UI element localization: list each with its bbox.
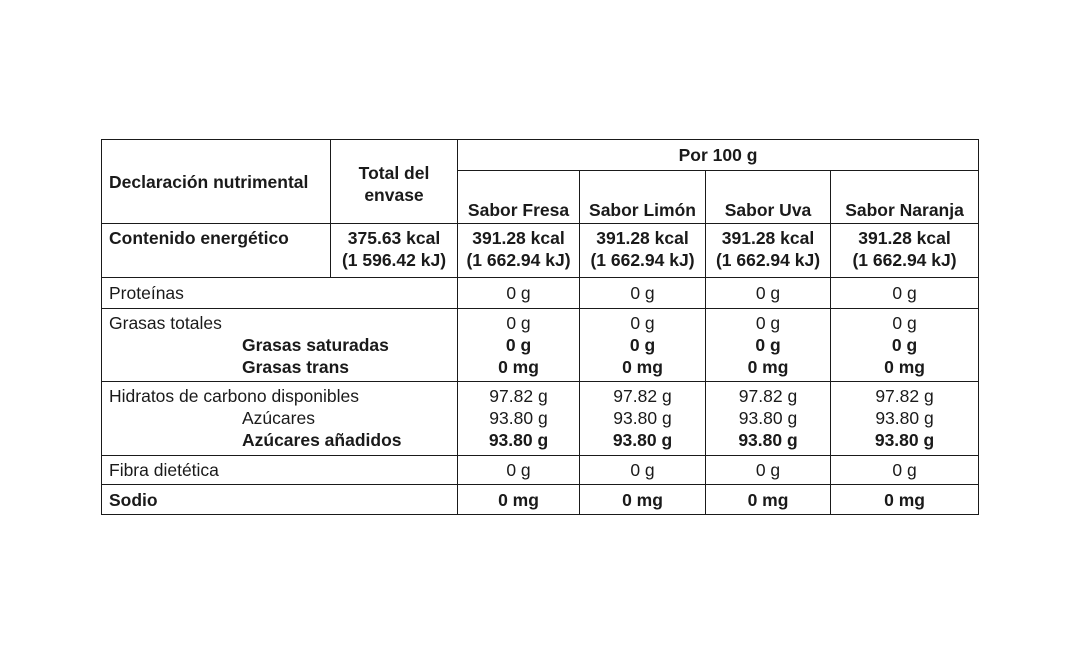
flavor-name: Sabor Limón — [589, 200, 696, 220]
energy-kcal: 391.28 kcal — [596, 228, 689, 248]
energy-label — [102, 224, 331, 278]
fiber-label-text: Fibra dietética — [109, 460, 219, 480]
energy-kcal: 391.28 kcal — [858, 228, 951, 248]
fats-value-cell — [458, 309, 580, 382]
sodium-value — [831, 485, 979, 515]
energy-kj: (1 662.94 kJ) — [852, 250, 957, 270]
fiber-value — [831, 456, 979, 485]
fats-trans-value: 0 mg — [884, 357, 925, 377]
fats-total-label: Grasas totales — [109, 313, 222, 333]
flavor-header — [580, 171, 706, 224]
sodium-label-text: Sodio — [109, 489, 158, 510]
sodium-value — [580, 485, 706, 515]
fats-trans-label: Grasas trans — [242, 357, 350, 377]
energy-kcal: 391.28 kcal — [472, 228, 565, 248]
added-sugars-label: Azúcares añadidos — [242, 430, 402, 450]
proteins-value — [458, 278, 580, 309]
proteins-row — [102, 278, 979, 309]
fiber-value — [458, 456, 580, 485]
energy-label-text: Contenido energético — [109, 228, 289, 248]
value-text: 0 g — [506, 283, 531, 303]
energy-kj: (1 662.94 kJ) — [715, 250, 821, 270]
energy-kj: (1 662.94 kJ) — [590, 250, 695, 270]
added-sugars-value: 93.80 g — [738, 430, 798, 450]
flavor-name: Sabor Fresa — [467, 200, 570, 220]
value-text: 0 mg — [884, 489, 925, 510]
sugars-label: Azúcares — [242, 408, 315, 428]
fats-saturated-value: 0 g — [505, 335, 532, 355]
total-header-line1: Total del — [358, 163, 430, 183]
energy-row — [102, 224, 979, 278]
energy-kj: (1 596.42 kJ) — [341, 250, 447, 270]
fats-trans-value: 0 mg — [622, 357, 663, 377]
energy-value-cell — [831, 224, 979, 278]
value-text: 0 mg — [622, 489, 663, 510]
fats-value-cell — [706, 309, 831, 382]
carbs-row — [102, 382, 979, 456]
proteins-value — [831, 278, 979, 309]
energy-value-cell — [580, 224, 706, 278]
fats-saturated-label: Grasas saturadas — [242, 335, 389, 355]
flavor-header — [831, 171, 979, 224]
proteins-label-text: Proteínas — [109, 283, 184, 303]
carbs-value-cell — [458, 382, 580, 456]
declaration-header-text: Declaración nutrimental — [109, 171, 309, 192]
energy-kj: (1 662.94 kJ) — [466, 250, 571, 270]
fats-saturated-value: 0 g — [891, 335, 918, 355]
sugars-value: 93.80 g — [613, 408, 672, 428]
carbs-value-cell — [580, 382, 706, 456]
value-text: 0 g — [630, 460, 655, 480]
value-text: 0 g — [755, 283, 781, 303]
added-sugars-value: 93.80 g — [488, 430, 549, 450]
flavor-header — [458, 171, 580, 224]
flavor-name: Sabor Uva — [724, 200, 812, 220]
sodium-value — [706, 485, 831, 515]
fats-total-value: 0 g — [506, 313, 531, 333]
fats-trans-value: 0 mg — [498, 357, 539, 377]
energy-value-cell — [706, 224, 831, 278]
carbs-value: 97.82 g — [738, 386, 798, 406]
energy-value-cell — [458, 224, 580, 278]
sodium-value — [458, 485, 580, 515]
fiber-value — [580, 456, 706, 485]
fats-trans-value: 0 mg — [747, 357, 789, 377]
flavor-header — [706, 171, 831, 224]
value-text: 0 g — [892, 460, 917, 480]
energy-kcal: 391.28 kcal — [721, 228, 815, 248]
value-text: 0 mg — [498, 489, 539, 510]
fats-saturated-value: 0 g — [629, 335, 656, 355]
carbs-value: 97.82 g — [613, 386, 672, 406]
header-row — [102, 140, 979, 171]
carbs-value: 97.82 g — [489, 386, 548, 406]
carbs-label-cell — [102, 382, 458, 456]
carbs-value: 97.82 g — [875, 386, 934, 406]
fats-saturated-value: 0 g — [755, 335, 781, 355]
total-header-line2: envase — [364, 185, 424, 205]
fats-total-value: 0 g — [892, 313, 917, 333]
proteins-label — [102, 278, 458, 309]
energy-kcal: 375.63 kcal — [347, 228, 441, 248]
sugars-value: 93.80 g — [489, 408, 548, 428]
carbs-value-cell — [706, 382, 831, 456]
value-text: 0 g — [892, 283, 917, 303]
fats-value-cell — [831, 309, 979, 382]
fats-total-value: 0 g — [755, 313, 781, 333]
fiber-label — [102, 456, 458, 485]
value-text: 0 mg — [747, 489, 789, 510]
per-100g-text: Por 100 g — [678, 145, 758, 165]
value-text: 0 g — [630, 283, 655, 303]
declaration-header — [102, 140, 331, 224]
flavor-name: Sabor Naranja — [845, 200, 964, 220]
total-package-header — [331, 140, 458, 224]
value-text: 0 g — [755, 460, 781, 480]
fiber-value — [706, 456, 831, 485]
fats-value-cell — [580, 309, 706, 382]
fats-label-cell — [102, 309, 458, 382]
sugars-value: 93.80 g — [738, 408, 798, 428]
proteins-value — [580, 278, 706, 309]
sodium-label — [102, 485, 458, 515]
proteins-value — [706, 278, 831, 309]
fiber-row — [102, 456, 979, 485]
per-100g-header — [458, 140, 979, 171]
fats-total-value: 0 g — [630, 313, 655, 333]
nutrition-facts-table — [101, 139, 979, 515]
carbs-label: Hidratos de carbono disponibles — [109, 386, 360, 406]
sugars-value: 93.80 g — [875, 408, 934, 428]
energy-total-cell — [331, 224, 458, 278]
sodium-row — [102, 485, 979, 515]
added-sugars-value: 93.80 g — [612, 430, 673, 450]
value-text: 0 g — [506, 460, 531, 480]
added-sugars-value: 93.80 g — [874, 430, 935, 450]
fats-row — [102, 309, 979, 382]
carbs-value-cell — [831, 382, 979, 456]
